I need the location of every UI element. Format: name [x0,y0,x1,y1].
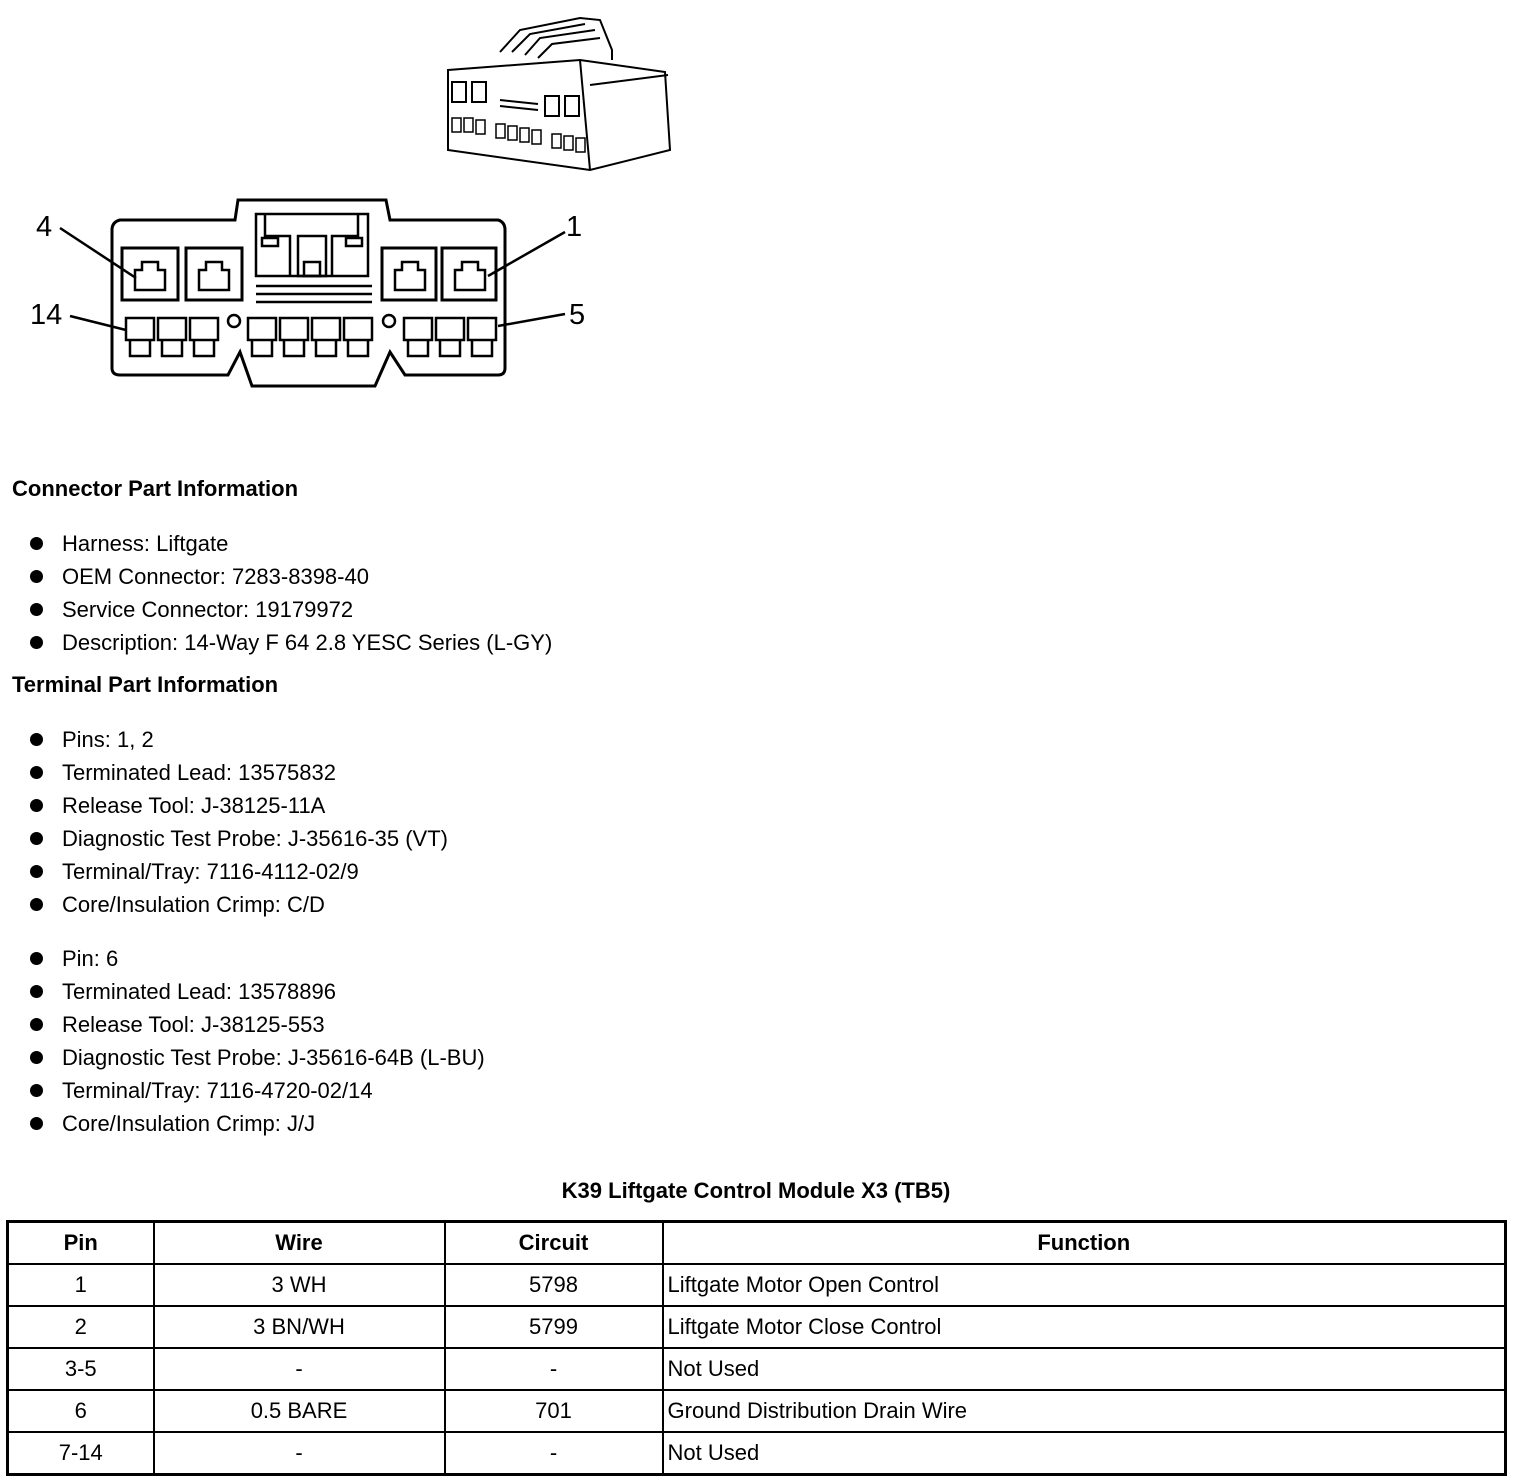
list-item: Terminated Lead: 13578896 [28,975,485,1008]
cell-wire: - [154,1348,445,1390]
cell-pin: 7-14 [8,1432,154,1475]
cell-function: Not Used [663,1432,1506,1475]
pin-label-4: 4 [36,211,53,243]
cell-circuit: - [445,1348,663,1390]
cell-function: Liftgate Motor Close Control [663,1306,1506,1348]
header-pin: Pin [8,1222,154,1265]
list-item: Terminated Lead: 13575832 [28,756,448,789]
cell-pin: 6 [8,1390,154,1432]
terminal-info-list-1 [28,723,448,921]
cell-function: Not Used [663,1348,1506,1390]
table-row [8,1432,1506,1475]
cell-circuit: 5798 [445,1264,663,1306]
pin-label-14: 14 [30,299,63,331]
connector-face-view [112,200,505,386]
pinout-table [6,1220,1507,1476]
connector-diagram [0,0,700,400]
list-item: Harness: Liftgate [28,527,552,560]
cell-pin: 1 [8,1264,154,1306]
list-item: Pin: 6 [28,942,485,975]
list-item: Release Tool: J-38125-553 [28,1008,485,1041]
pin-label-5: 5 [569,299,586,331]
terminal-info-list-2 [28,942,485,1140]
connector-3d-view [448,18,670,170]
list-item: Terminal/Tray: 7116-4720-02/14 [28,1074,485,1107]
cell-pin: 2 [8,1306,154,1348]
table-row [8,1264,1506,1306]
cell-wire: 0.5 BARE [154,1390,445,1432]
table-row [8,1348,1506,1390]
cell-wire: 3 WH [154,1264,445,1306]
table-header-row [8,1222,1506,1265]
table-row [8,1306,1506,1348]
table-row [8,1390,1506,1432]
cell-circuit: - [445,1432,663,1475]
connector-info-title: Connector Part Information [12,476,299,501]
list-item: Release Tool: J-38125-11A [28,789,448,822]
list-item: Diagnostic Test Probe: J-35616-35 (VT) [28,822,448,855]
list-item: Service Connector: 19179972 [28,593,552,626]
terminal-info-title: Terminal Part Information [12,672,279,697]
connector-info-list [28,527,552,659]
list-item: Description: 14-Way F 64 2.8 YESC Series (L-GY) [28,626,552,659]
cell-circuit: 5799 [445,1306,663,1348]
cell-wire: 3 BN/WH [154,1306,445,1348]
cell-circuit: 701 [445,1390,663,1432]
cell-function: Liftgate Motor Open Control [663,1264,1506,1306]
cell-pin: 3-5 [8,1348,154,1390]
header-wire: Wire [154,1222,445,1265]
cell-function: Ground Distribution Drain Wire [663,1390,1506,1432]
list-item: Terminal/Tray: 7116-4112-02/9 [28,855,448,888]
pinout-table-title: K39 Liftgate Control Module X3 (TB5) [561,1178,951,1203]
pin-label-1: 1 [566,211,583,243]
list-item: Core/Insulation Crimp: C/D [28,888,448,921]
header-circuit: Circuit [445,1222,663,1265]
list-item: OEM Connector: 7283-8398-40 [28,560,552,593]
header-function: Function [663,1222,1506,1265]
cell-wire: - [154,1432,445,1475]
list-item: Pins: 1, 2 [28,723,448,756]
list-item: Diagnostic Test Probe: J-35616-64B (L-BU) [28,1041,485,1074]
list-item: Core/Insulation Crimp: J/J [28,1107,485,1140]
